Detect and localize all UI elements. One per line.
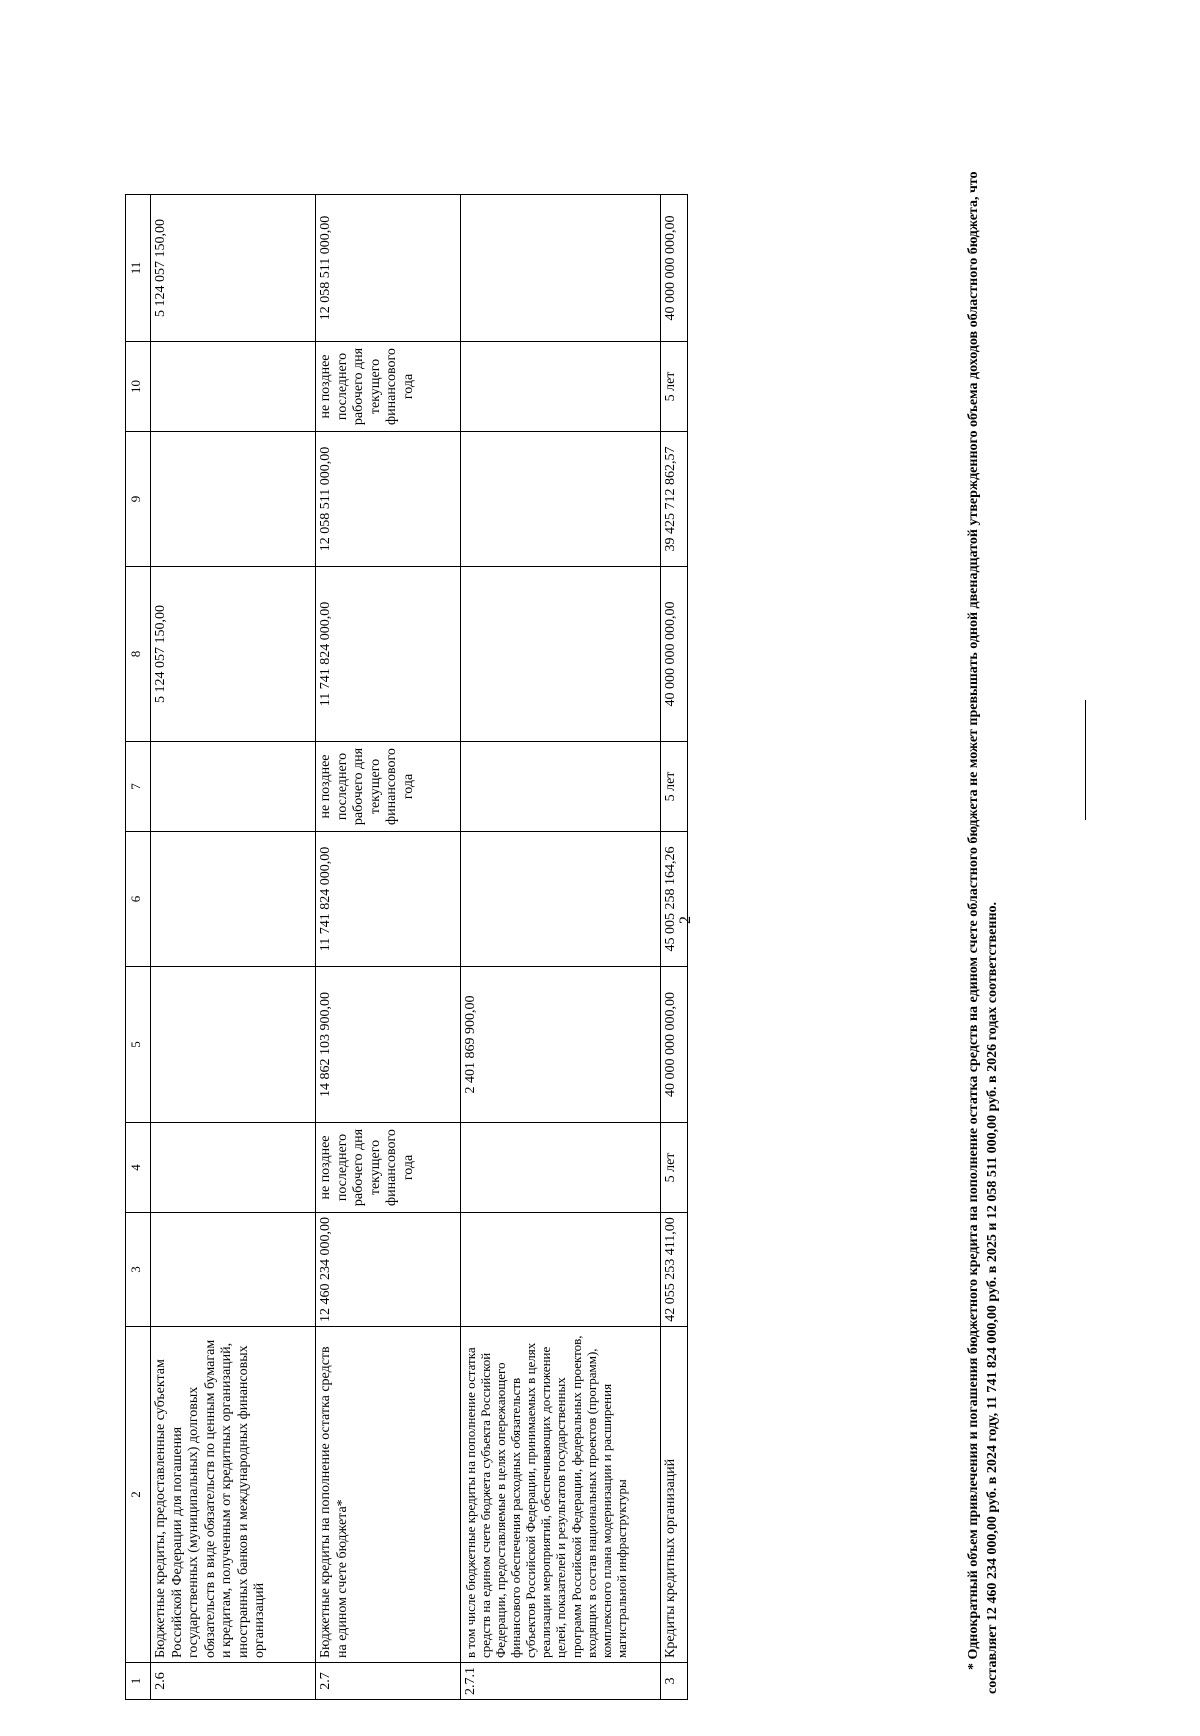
row-number: 3 <box>661 1663 688 1700</box>
cell-term: не позднее последнего рабочего дня текущего финансового года <box>316 1123 461 1213</box>
row-name: Кредиты кредитных организаций <box>661 1327 688 1663</box>
table-row <box>151 195 316 1700</box>
cell-term <box>461 1123 661 1213</box>
cell-amount <box>461 195 661 342</box>
borrowing-program-table <box>125 194 688 1700</box>
header-cell: 9 <box>126 432 151 567</box>
header-cell: 8 <box>126 567 151 742</box>
cell-amount <box>461 1213 661 1327</box>
cell-amount: 42 055 253 411,00 <box>661 1213 688 1327</box>
cell-term: 5 лет <box>661 1123 688 1213</box>
cell-amount: 45 005 258 164,26 <box>661 832 688 967</box>
cell-amount: 2 401 869 900,00 <box>461 967 661 1123</box>
page-number: 2 <box>677 916 694 924</box>
cell-term: не позднее последнего рабочего дня текущего финансового года <box>316 742 461 832</box>
row-name: в том числе бюджетные кредиты на пополнение остатка средств на едином счете бюджета субъекта Российской Федерации, предоставляемые в целях опережающего финансового обеспечения расходных обязательств субъектов Российской Федерации, принимаемых в целях реализации мероприятий, обеспечивающих достижение целей, показателей и результатов государственных программ Российской Федерации, федеральных проектов, входящих в состав национальных проектов (программ), комплексного плана модернизации и расширения магистральной инфраструктуры <box>461 1327 661 1663</box>
cell-term: не позднее последнего рабочего дня текущего финансового года <box>316 342 461 432</box>
row-number: 2.7 <box>316 1663 461 1700</box>
cell-amount <box>151 432 316 567</box>
separator-line <box>1085 700 1086 820</box>
header-cell: 3 <box>126 1213 151 1327</box>
cell-amount: 12 460 234 000,00 <box>316 1213 461 1327</box>
row-number: 2.6 <box>151 1663 316 1700</box>
header-cell: 5 <box>126 967 151 1123</box>
header-cell: 6 <box>126 832 151 967</box>
header-cell: 10 <box>126 342 151 432</box>
cell-amount: 12 058 511 000,00 <box>316 432 461 567</box>
header-cell: 11 <box>126 195 151 342</box>
header-cell: 1 <box>126 1663 151 1700</box>
table-row <box>461 195 661 1700</box>
cell-amount: 40 000 000 000,00 <box>661 567 688 742</box>
cell-amount: 12 058 511 000,00 <box>316 195 461 342</box>
cell-amount <box>151 832 316 967</box>
table-header-row <box>126 195 151 1700</box>
cell-term <box>151 742 316 832</box>
cell-term: 5 лет <box>661 342 688 432</box>
cell-amount <box>461 832 661 967</box>
cell-amount: 5 124 057 150,00 <box>151 567 316 742</box>
cell-amount <box>151 967 316 1123</box>
cell-term <box>461 342 661 432</box>
row-number: 2.7.1 <box>461 1663 661 1700</box>
cell-term <box>151 342 316 432</box>
header-cell: 7 <box>126 742 151 832</box>
table-row <box>316 195 461 1700</box>
cell-amount <box>461 567 661 742</box>
cell-amount <box>151 1213 316 1327</box>
cell-amount: 40 000 000 000,00 <box>661 195 688 342</box>
header-cell: 4 <box>126 1123 151 1213</box>
cell-term <box>151 1123 316 1213</box>
cell-amount: 11 741 824 000,00 <box>316 832 461 967</box>
cell-amount: 14 862 103 900,00 <box>316 967 461 1123</box>
cell-amount: 5 124 057 150,00 <box>151 195 316 342</box>
rotated-page-content <box>125 60 1085 1700</box>
row-name: Бюджетные кредиты на пополнение остатка средств на едином счете бюджета* <box>316 1327 461 1663</box>
cell-term <box>461 742 661 832</box>
header-cell: 2 <box>126 1327 151 1663</box>
cell-amount: 11 741 824 000,00 <box>316 567 461 742</box>
cell-amount: 39 425 712 862,57 <box>661 432 688 567</box>
cell-term: 5 лет <box>661 742 688 832</box>
row-name: Бюджетные кредиты, предоставленные субъектам Российской Федерации для погашения государственных (муниципальных) долговых обязательств в виде обязательств по ценным бумагам и кредитам, полученным от кредитных организаций, иностранных банков и международных финансовых организаций <box>151 1327 316 1663</box>
cell-amount <box>461 432 661 567</box>
footnote: * Однократный объем привлечения и погашения бюджетного кредита на пополнение остатка средств на едином счете областного бюджета не может превышать одной двенадцатой утвержденного объема доходов областного бюджета, что составляет 12 460 234 000,00 руб. в 2024 году, 11 741 824 000,00 руб. в 2025 и 12 058 511 000,00 руб. в 2026 годах соответственно. <box>966 171 1000 1694</box>
cell-amount: 40 000 000 000,00 <box>661 967 688 1123</box>
table-row <box>661 195 688 1700</box>
